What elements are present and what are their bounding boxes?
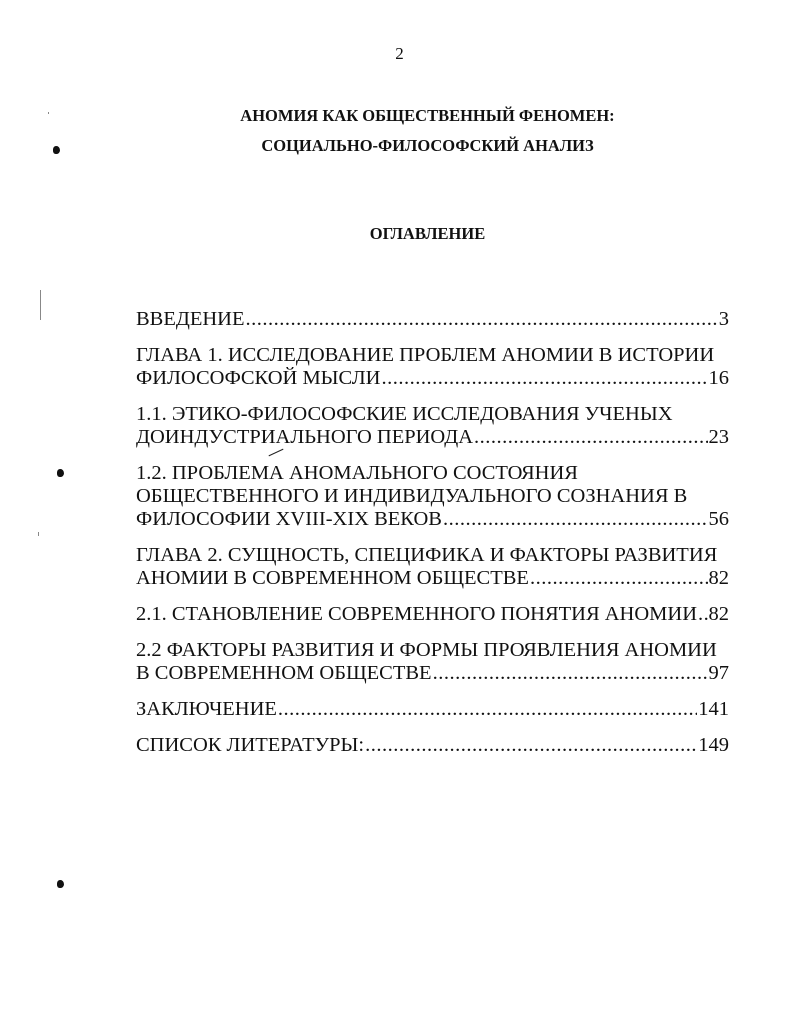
- binder-hole-mark: [57, 469, 64, 477]
- toc-entry-title-line: ДОИНДУСТРИАЛЬНОГО ПЕРИОДА: [136, 426, 474, 448]
- toc-entry-conclusion[interactable]: [136, 698, 729, 721]
- toc-entry-title-line: ФИЛОСОФСКОЙ МЫСЛИ: [136, 367, 381, 389]
- toc-entry-title: СПИСОК ЛИТЕРАТУРЫ:: [136, 734, 365, 756]
- dot-leader: [433, 662, 708, 685]
- toc-entry-chapter-1[interactable]: [136, 344, 729, 390]
- dot-leader: [474, 426, 707, 449]
- toc-page-number: 82: [708, 603, 729, 625]
- toc-entry-section-1-1[interactable]: [136, 403, 729, 449]
- toc-entry-title-line: 1.1. ЭТИКО-ФИЛОСОФСКИЕ ИССЛЕДОВАНИЯ УЧЕНЫХ: [136, 403, 673, 425]
- toc-entry-introduction[interactable]: [136, 308, 729, 331]
- binder-hole-mark: [53, 146, 60, 154]
- toc-entry-title-line: ГЛАВА 1. ИССЛЕДОВАНИЕ ПРОБЛЕМ АНОМИИ В ИСТОРИИ: [136, 344, 715, 366]
- toc-page-number: 82: [708, 567, 729, 589]
- toc-heading: ОГЛАВЛЕНИЕ: [369, 224, 486, 243]
- toc-entry-section-2-2[interactable]: [136, 639, 729, 685]
- document-title-line-2: СОЦИАЛЬНО-ФИЛОСОФСКИЙ АНАЛИЗ: [261, 136, 594, 155]
- dot-leader: [246, 308, 718, 331]
- toc-entry-title-line: 2.2 ФАКТОРЫ РАЗВИТИЯ И ФОРМЫ ПРОЯВЛЕНИЯ АНОМИИ: [136, 639, 717, 661]
- document-title-line-1: АНОМИЯ КАК ОБЩЕСТВЕННЫЙ ФЕНОМЕН:: [240, 106, 615, 125]
- toc-entry-title-line: ОБЩЕСТВЕННОГО И ИНДИВИДУАЛЬНОГО СОЗНАНИЯ В: [136, 485, 688, 507]
- toc-entry-section-1-2[interactable]: [136, 462, 729, 531]
- toc-page-number: 23: [708, 426, 729, 448]
- toc-entry-chapter-2[interactable]: [136, 544, 729, 590]
- dot-leader: [278, 698, 697, 721]
- dot-leader: [365, 734, 697, 757]
- toc-entry-title-line: 1.2. ПРОБЛЕМА АНОМАЛЬНОГО СОСТОЯНИЯ: [136, 462, 578, 484]
- scan-speck: [38, 532, 39, 536]
- toc-entry-title-line: ФИЛОСОФИИ XVIII-XIX ВЕКОВ: [136, 508, 442, 530]
- binder-hole-mark: [57, 880, 64, 888]
- toc-entry-section-2-1[interactable]: [136, 603, 729, 626]
- scan-speck: [40, 290, 41, 320]
- toc-entry-title-line: АНОМИИ В СОВРЕМЕННОМ ОБЩЕСТВЕ: [136, 567, 529, 589]
- page-number: 2: [395, 44, 404, 63]
- toc-entry-title-line: В СОВРЕМЕННОМ ОБЩЕСТВЕ: [136, 662, 432, 684]
- toc-page-number: 16: [708, 367, 729, 389]
- scan-speck: [48, 112, 49, 114]
- toc-page-number: 3: [718, 308, 729, 330]
- toc-page-number: 56: [708, 508, 729, 530]
- dot-leader: [698, 603, 707, 626]
- dot-leader: [443, 508, 708, 531]
- dot-leader: [530, 567, 708, 590]
- toc-page-number: 97: [708, 662, 729, 684]
- toc-page-number: 149: [698, 734, 729, 756]
- dot-leader: [381, 367, 707, 390]
- table-of-contents: [136, 308, 729, 770]
- toc-entry-references[interactable]: [136, 734, 729, 757]
- toc-page-number: 141: [698, 698, 729, 720]
- toc-entry-title: ВВЕДЕНИЕ: [136, 308, 245, 330]
- toc-entry-title-line: ГЛАВА 2. СУЩНОСТЬ, СПЕЦИФИКА И ФАКТОРЫ РАЗВИТИЯ: [136, 544, 718, 566]
- toc-entry-title: ЗАКЛЮЧЕНИЕ: [136, 698, 277, 720]
- toc-entry-title: 2.1. СТАНОВЛЕНИЕ СОВРЕМЕННОГО ПОНЯТИЯ АНОМИИ: [136, 603, 698, 625]
